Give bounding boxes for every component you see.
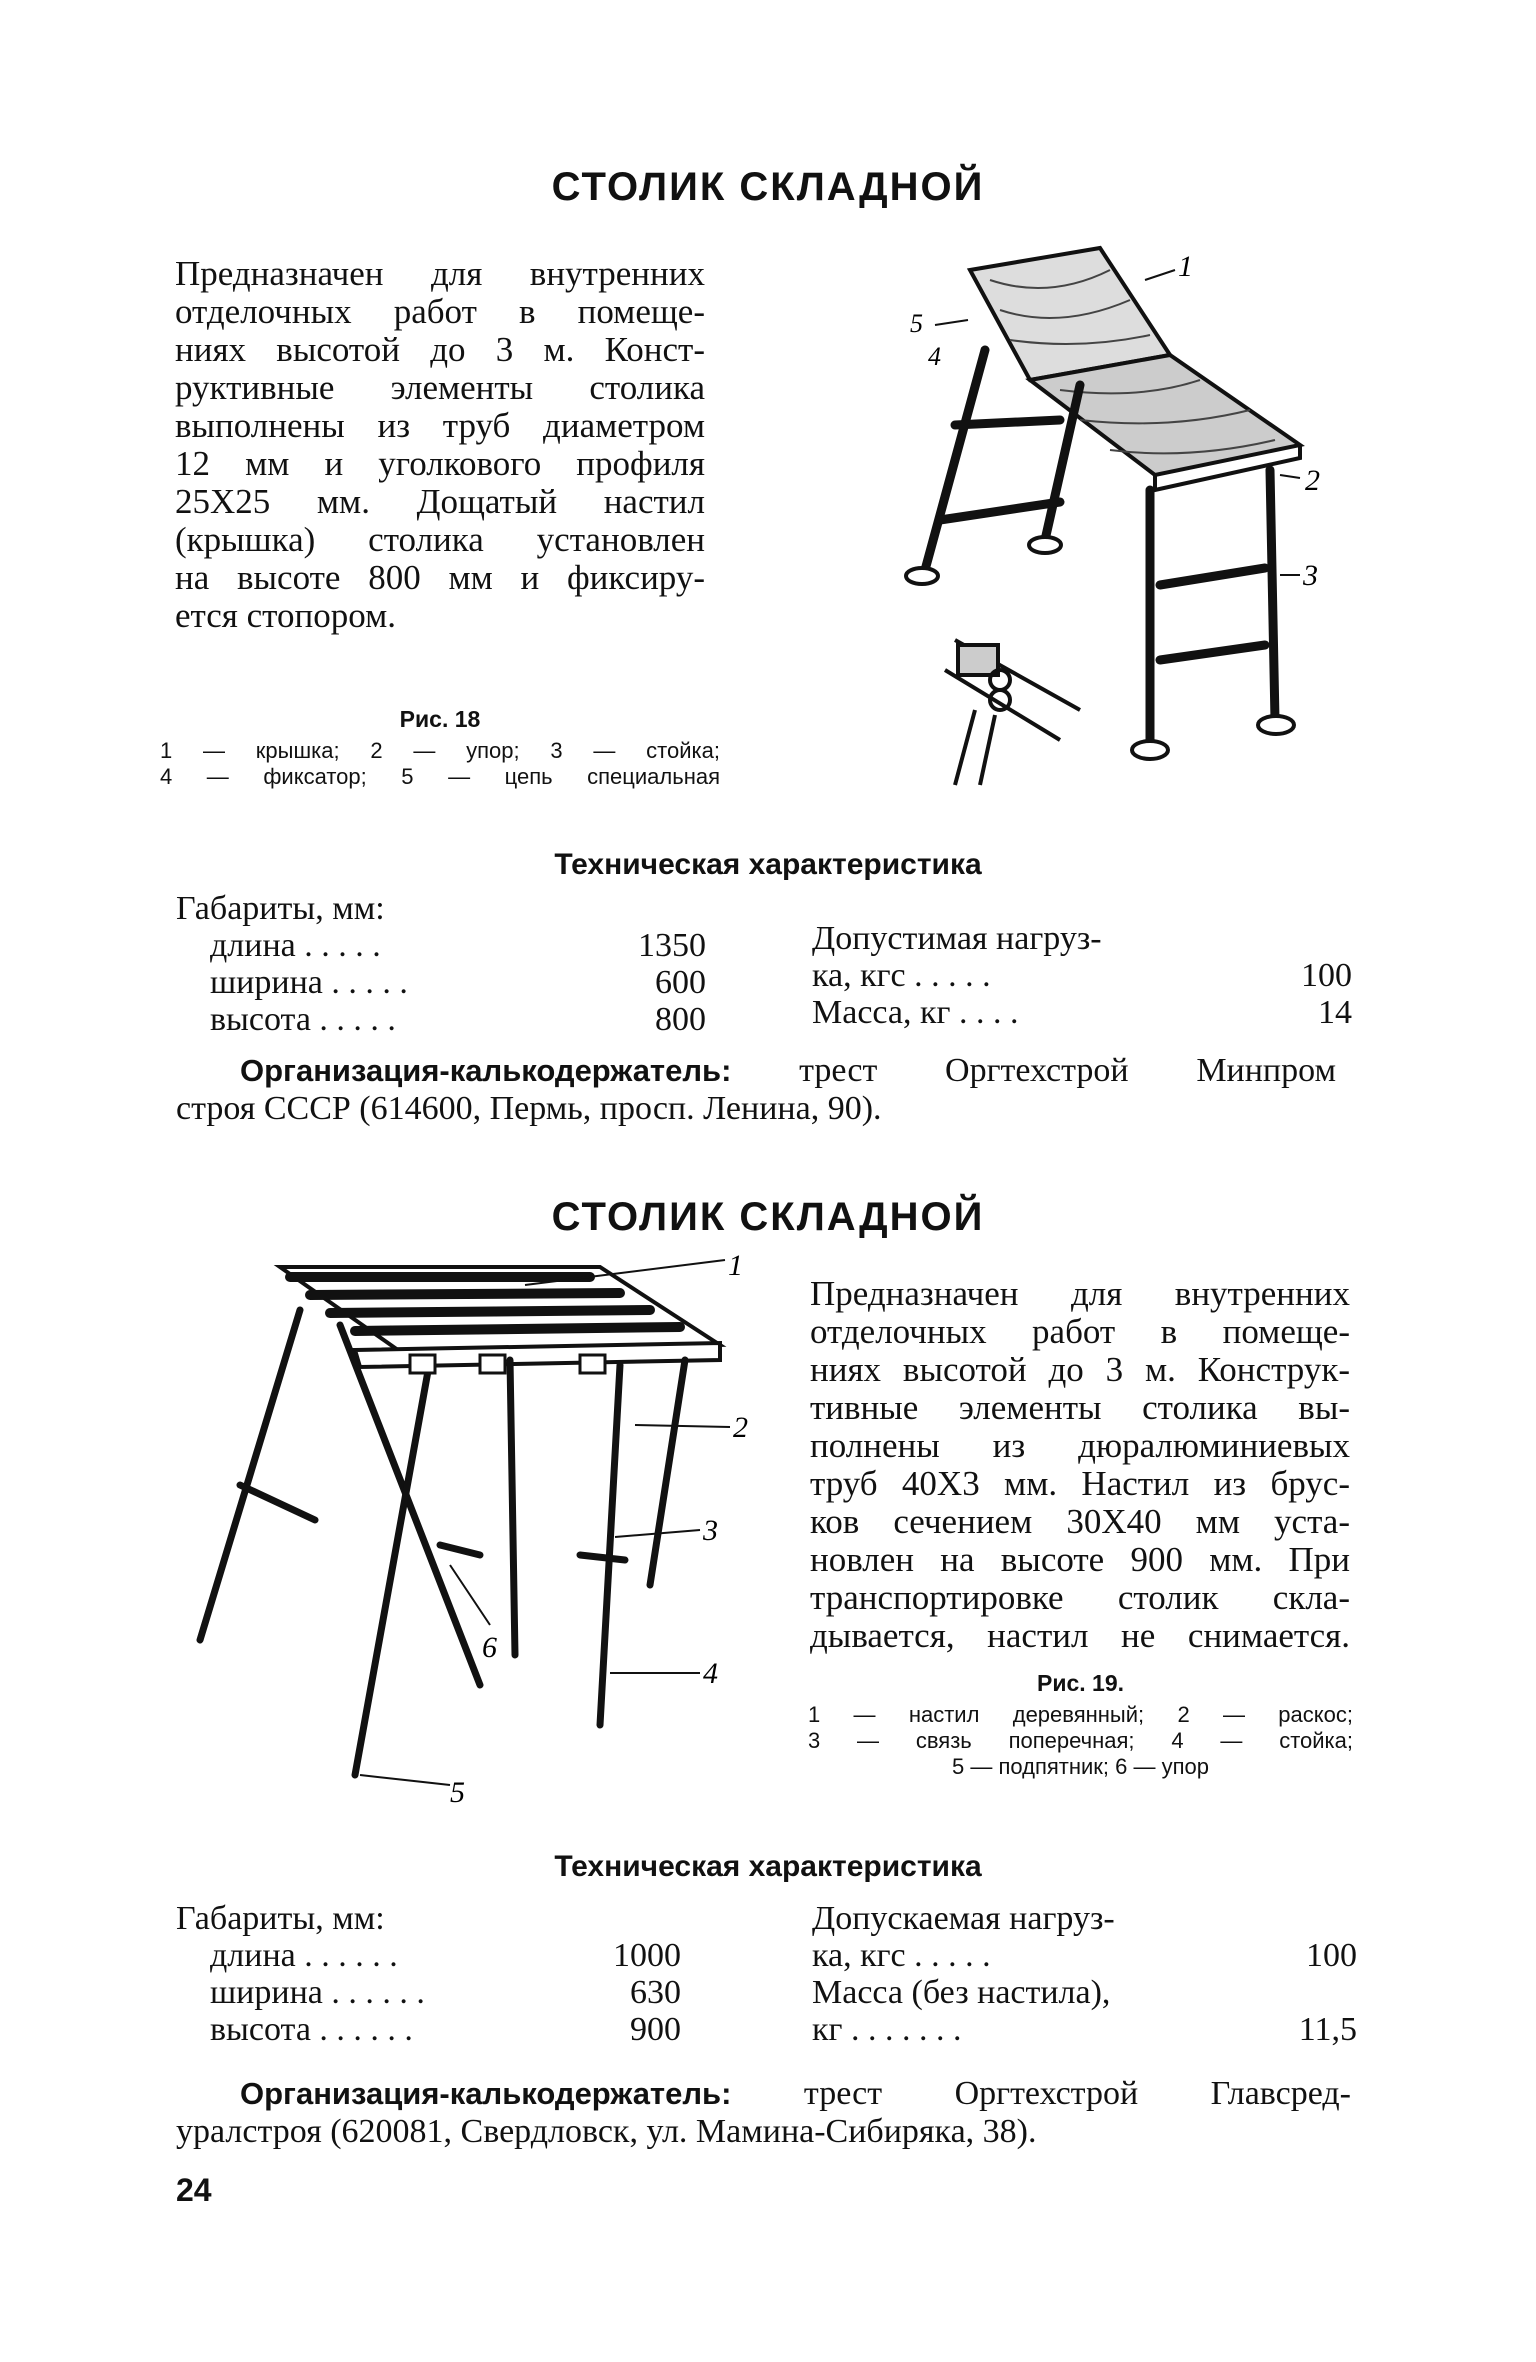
desc-line: 25X25 мм. Дощатый настил xyxy=(175,482,705,521)
callout-1: 1 xyxy=(1178,250,1193,283)
callout-4: 4 xyxy=(703,1657,718,1690)
callout-3: 3 xyxy=(703,1514,718,1547)
figure-19-caption xyxy=(808,1670,1353,1780)
section2-description xyxy=(810,1275,1350,1655)
caption-line: 1 — крышка; 2 — упор; 3 — стойка; xyxy=(160,738,720,763)
desc-line: тивные элементы столика вы- xyxy=(810,1388,1350,1427)
desc-line: на высоте 800 мм и фиксиру- xyxy=(175,558,705,597)
spec-row: кг . . . . . . . 11,5 xyxy=(812,2011,1357,2048)
desc-line: 12 мм и уголкового профиля xyxy=(175,444,705,483)
section2-right-specs xyxy=(812,1900,1357,2048)
section2-title: СТОЛИК СКЛАДНОЙ xyxy=(551,1195,985,1239)
spec-row: Допускаемая нагруз- xyxy=(812,1900,1115,1937)
section1-right-specs xyxy=(812,920,1352,1031)
callout-6: 6 xyxy=(482,1631,497,1664)
desc-line: транспортировке столик скла- xyxy=(810,1578,1350,1617)
spec-row: высота . . . . . . 900 xyxy=(210,2011,681,2048)
desc-line: труб 40X3 мм. Настил из брус- xyxy=(810,1464,1350,1503)
section2-spec-title: Техническая характеристика xyxy=(554,1850,982,1883)
desc-line: ется стопором. xyxy=(175,596,396,635)
figure-18-illustration xyxy=(880,240,1340,800)
desc-line: отделочных работ в помеще- xyxy=(175,292,705,331)
org-line: Организация-калькодержатель: трест Оргтехстрой Главсред- xyxy=(240,2075,1351,2112)
desc-line: ниях высотой до 3 м. Конструк- xyxy=(810,1350,1350,1389)
org-line: Организация-калькодержатель: трест Оргтехстрой Минпром xyxy=(240,1052,1336,1089)
spec-row: ка, кгс . . . . . 100 xyxy=(812,1937,1357,1974)
callout-3: 3 xyxy=(1303,559,1318,592)
dims-label: Габариты, мм: xyxy=(176,1900,385,1937)
desc-line: отделочных работ в помеще- xyxy=(810,1312,1350,1351)
desc-line: Предназначен для внутренних xyxy=(810,1274,1350,1313)
page-number: 24 xyxy=(176,2172,212,2208)
section1-title: СТОЛИК СКЛАДНОЙ xyxy=(551,165,985,209)
desc-line: (крышка) столика установлен xyxy=(175,520,705,559)
section2-dimensions xyxy=(176,1900,681,2048)
desc-line: новлен на высоте 900 мм. При xyxy=(810,1540,1350,1579)
section1-spec-title: Техническая характеристика xyxy=(554,848,982,881)
figure-label: Рис. 19. xyxy=(1036,1670,1125,1696)
dims-label: Габариты, мм: xyxy=(176,890,385,927)
org-line: строя СССР (614600, Пермь, просп. Ленина, 90). xyxy=(176,1090,882,1127)
section2-organization xyxy=(176,2075,1351,2151)
callout-4: 4 xyxy=(928,342,941,371)
section1-description xyxy=(175,255,705,635)
spec-row: Масса, кг . . . . 14 xyxy=(812,994,1352,1031)
spec-row: ширина . . . . . . 630 xyxy=(210,1974,681,2011)
desc-line: руктивные элементы столика xyxy=(175,368,705,407)
callout-1: 1 xyxy=(728,1255,743,1282)
spec-row: длина . . . . . 1350 xyxy=(210,927,706,964)
callout-2: 2 xyxy=(733,1411,748,1444)
figure-19-illustration xyxy=(180,1255,780,1815)
spec-row: ка, кгс . . . . . 100 xyxy=(812,957,1352,994)
caption-line: 3 — связь поперечная; 4 — стойка; xyxy=(808,1728,1353,1753)
caption-line: 1 — настил деревянный; 2 — раскос; xyxy=(808,1702,1353,1727)
figure-label: Рис. 18 xyxy=(399,706,481,732)
spec-row: Масса (без настила), xyxy=(812,1974,1111,2011)
desc-line: ков сечением 30X40 мм уста- xyxy=(810,1502,1350,1541)
spec-row: высота . . . . . 800 xyxy=(210,1001,706,1038)
desc-line: дывается, настил не снимается. xyxy=(810,1616,1350,1655)
figure-18-caption xyxy=(160,706,720,790)
desc-line: полнены из дюралюминиевых xyxy=(810,1426,1350,1465)
section1-organization xyxy=(176,1052,1336,1128)
desc-line: выполнены из труб диаметром xyxy=(175,406,705,445)
spec-row: ширина . . . . . 600 xyxy=(210,964,706,1001)
org-line: уралстроя (620081, Свердловск, ул. Мамина-Сибиряка, 38). xyxy=(176,2113,1037,2150)
callout-5: 5 xyxy=(910,309,923,338)
section1-dimensions xyxy=(176,890,706,1038)
caption-line: 4 — фиксатор; 5 — цепь специальная xyxy=(160,764,720,789)
callout-5: 5 xyxy=(450,1776,465,1809)
callout-2: 2 xyxy=(1305,464,1320,497)
spec-row: Допустимая нагруз- xyxy=(812,920,1102,957)
desc-line: Предназначен для внутренних xyxy=(175,254,705,293)
desc-line: ниях высотой до 3 м. Конст- xyxy=(175,330,705,369)
spec-row: длина . . . . . . 1000 xyxy=(210,1937,681,1974)
caption-line: 5 — подпятник; 6 — упор xyxy=(952,1754,1209,1779)
